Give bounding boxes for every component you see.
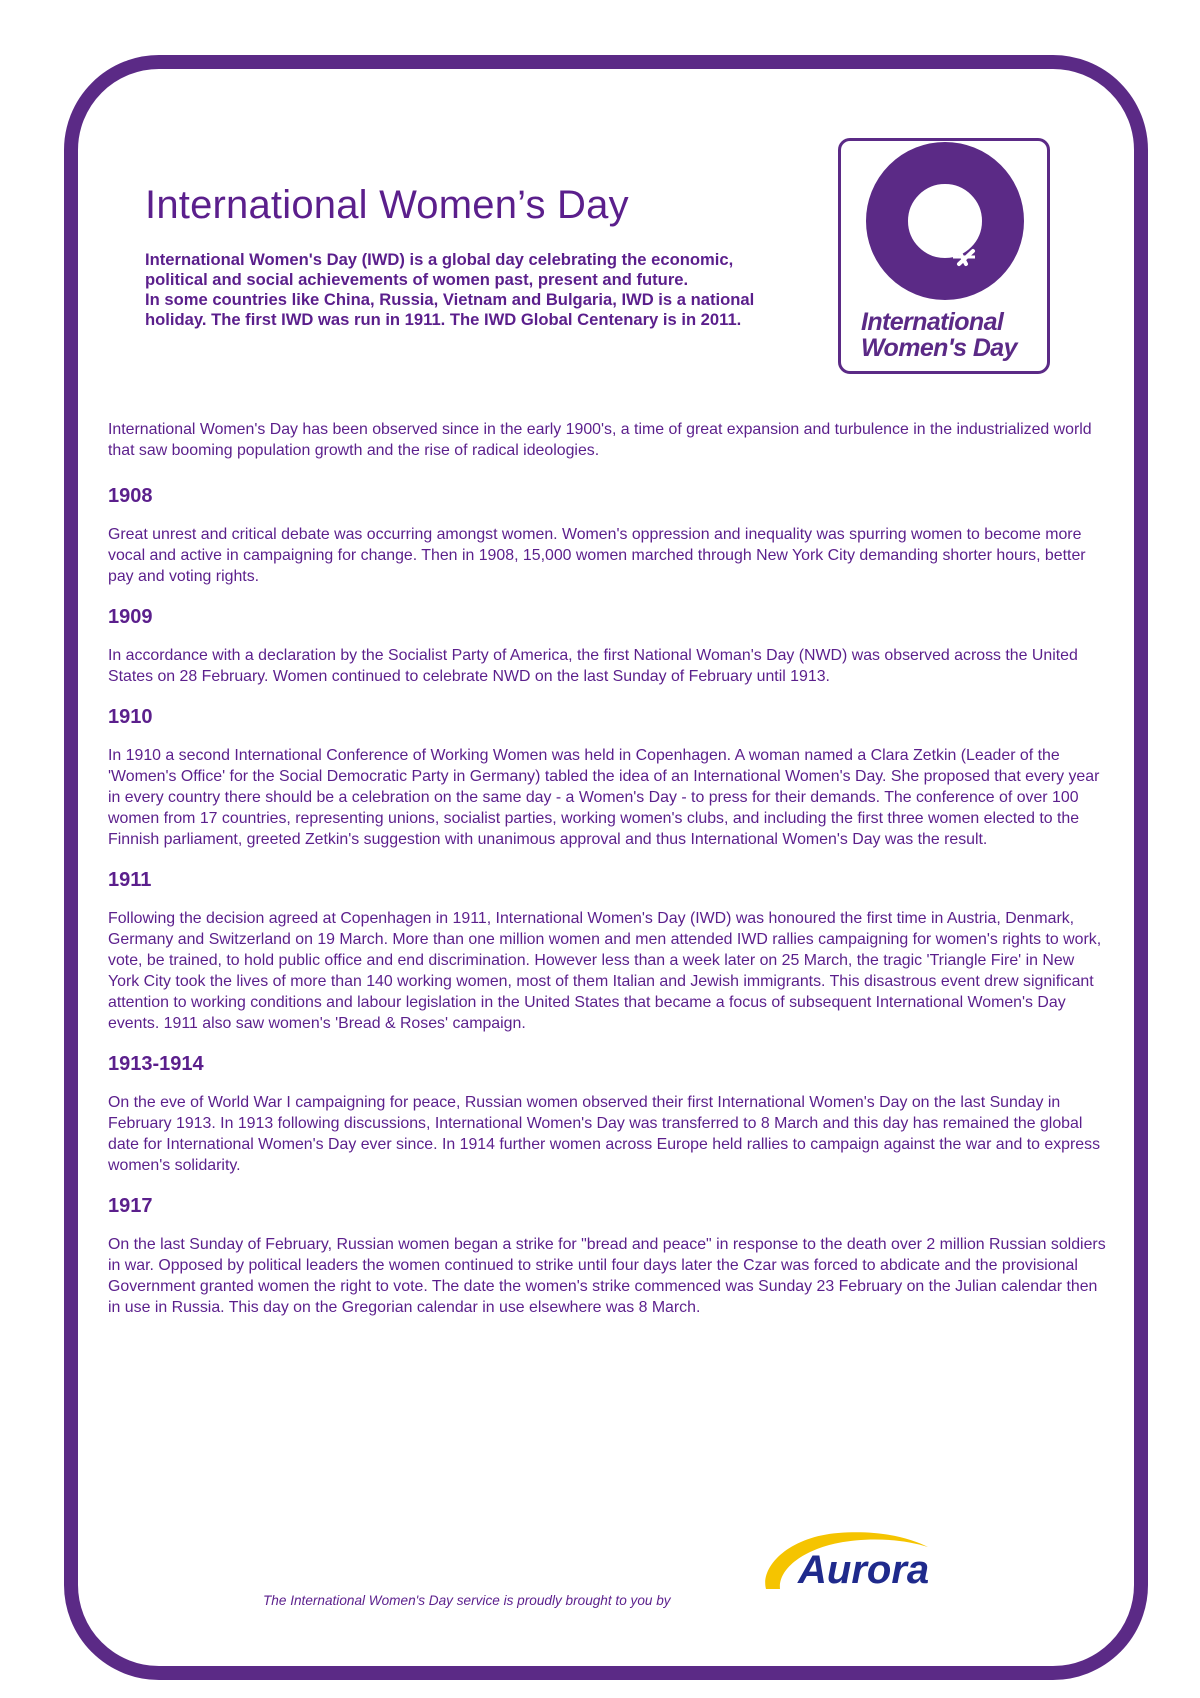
- section-body: In accordance with a declaration by the Socialist Party of America, the first National Woman's Day (NWD) was observed across the United States on 28 February. Women continued to celebrate NWD on the last Sunday of February until 1913.: [108, 647, 1078, 685]
- section-body: Following the decision agreed at Copenhagen in 1911, International Women's Day (IWD) was honoured the first time in Austria, Denmark, Germany and Switzerland on 19 March. More than one million women and men attended IWD rallies campaigning for women's rights to work, vote, be trained, to hold public office and end discrimination. However less than a week later on 25 March, the tragic 'Triangle Fire' in New York City took the lives of more than 140 working women, most of them Italian and Jewish immigrants. This disastrous event drew significant attention to working conditions and labour legislation in the United States that became a focus of subsequent International Women's Day events. 1911 also saw women's 'Bread & Roses' campaign.: [108, 910, 1102, 1032]
- logo-wordmark: [861, 309, 1017, 361]
- logo-line: Women's Day: [861, 334, 1017, 362]
- intro-line: In some countries like China, Russia, Vietnam and Bulgaria, IWD is a national: [145, 290, 755, 309]
- section-heading: 1911: [108, 869, 152, 891]
- section-heading: 1917: [108, 1195, 153, 1217]
- aurora-logo: [758, 1527, 943, 1597]
- logo-line: International: [861, 308, 1004, 336]
- intro-line: political and social achievements of women past, present and future.: [145, 270, 689, 289]
- section-body: In 1910 a second International Conference of Working Women was held in Copenhagen. A woman named a Clara Zetkin (Leader of the 'Women's Office' for the Social Democratic Party in Germany) tabled the idea of an International Women's Day. She proposed that every year in every country there should be a celebration on the same day - a Women's Day - to press for their demands. The conference of over 100 women from 17 countries, representing unions, socialist parties, working women's clubs, and including the first three women elected to the Finnish parliament, greeted Zetkin's suggestion with unanimous approval and thus International Women's Day was the result.: [108, 747, 1100, 848]
- section-body: Great unrest and critical debate was occurring amongst women. Women's oppression and inequality was spurring women to become more vocal and active in campaigning for change. Then in 1908, 15,000 women marched through New York City demanding shorter hours, better pay and voting rights.: [108, 526, 1086, 585]
- history-content: [108, 419, 1108, 1335]
- section-body: On the last Sunday of February, Russian women began a strike for "bread and peace" in response to the death over 2 million Russian soldiers in war. Opposed by political leaders the women continued to strike until four days later the Czar was forced to abdicate and the provisional Government granted women the right to vote. The date the women's strike commenced was Sunday 23 February on the Julian calendar then in use in Russia. This day on the Gregorian calendar in use elsewhere was 8 March.: [108, 1236, 1106, 1316]
- footer-note: The International Women's Day service is proudly brought to you by: [263, 1593, 671, 1608]
- aurora-wordmark: Aurora: [798, 1548, 930, 1592]
- lead-paragraph: International Women's Day has been observed since in the early 1900's, a time of great expansion and turbulence in the industrialized world that saw booming population growth and the rise of radical ideologies.: [108, 421, 1092, 459]
- section-heading: 1909: [108, 606, 153, 628]
- intro-line: holiday. The first IWD was run in 1911. The IWD Global Centenary is in 2011.: [145, 310, 742, 329]
- iwd-logo: [838, 138, 1050, 374]
- section-body: On the eve of World War I campaigning for peace, Russian women observed their first International Women's Day on the last Sunday in February 1913. In 1913 following discussions, International Women's Day was transferred to 8 March and this day has remained the global date for International Women's Day ever since. In 1914 further women across Europe held rallies to campaign against the war and to express women's solidarity.: [108, 1094, 1101, 1174]
- section-heading: 1913-1914: [108, 1053, 204, 1075]
- page-title: International Women’s Day: [145, 183, 629, 227]
- intro-line: International Women's Day (IWD) is a global day celebrating the economic,: [145, 250, 734, 269]
- intro-summary: [145, 250, 835, 330]
- section-heading: 1908: [108, 485, 153, 507]
- section-heading: 1910: [108, 706, 153, 728]
